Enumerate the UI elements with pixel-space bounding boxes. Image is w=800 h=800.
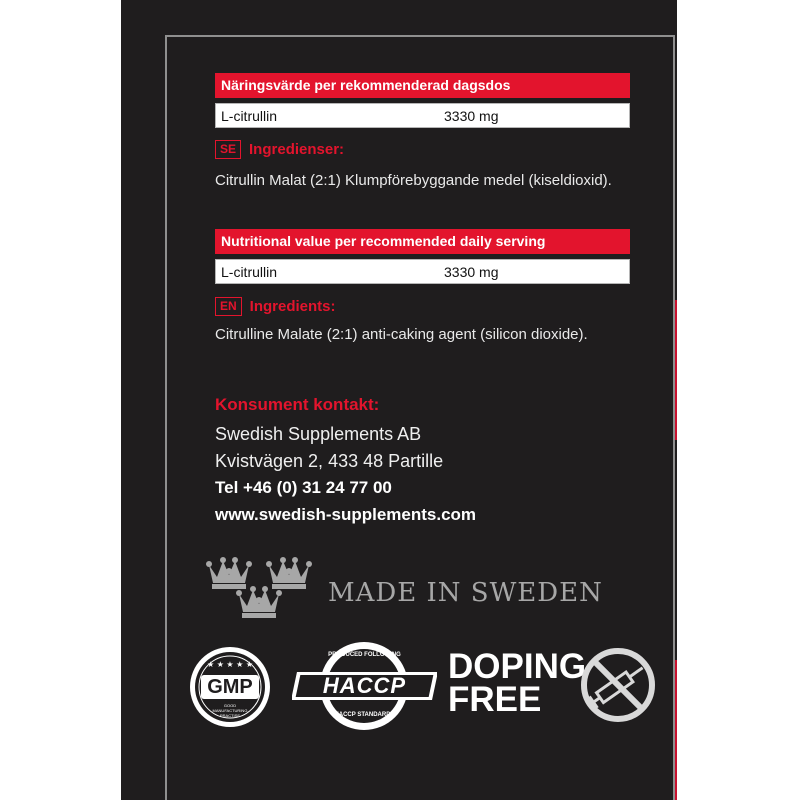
free-text: FREE (448, 680, 542, 719)
no-syringe-icon (578, 645, 660, 727)
haccp-bottom-text: HACCP STANDARDS (334, 712, 395, 718)
ingredients-heading-en (215, 295, 336, 317)
made-in-sweden-text: MADE IN SWEDEN (328, 578, 603, 608)
haccp-top-text: PRODUCED FOLLOWING (328, 652, 401, 658)
nutrient-name: L-citrullin (221, 108, 278, 124)
nutrition-table-header-en: Nutritional value per recommended daily serving (215, 229, 630, 254)
language-code-badge: SE (215, 140, 241, 159)
gmp-subtext: GOOD MANUFACTURING PRACTISE (212, 703, 248, 718)
doping-text: DOPING (448, 647, 587, 686)
edge-accent (675, 300, 677, 440)
haccp-text: HACCP (322, 673, 407, 698)
contact-title: Konsument kontakt: (215, 395, 380, 414)
ingredients-title: Ingredients: (249, 297, 336, 315)
ingredients-heading-sv (215, 138, 344, 160)
company-address: Kvistvägen 2, 433 48 Partille (215, 451, 444, 471)
nutrition-table-header-sv: Näringsvärde per rekommenderad dagsdos (215, 73, 630, 98)
ingredients-title: Ingredienser: (249, 140, 345, 158)
edge-accent (675, 660, 677, 800)
nutrient-value: 3330 mg (444, 108, 499, 124)
website-link[interactable]: www.swedish-supplements.com (215, 505, 477, 524)
svg-text:★ ★ ★ ★ ★: ★ ★ ★ ★ ★ (206, 660, 254, 669)
company-name: Swedish Supplements AB (215, 424, 422, 444)
phone-number: Tel +46 (0) 31 24 77 00 (215, 478, 392, 497)
ingredients-text-en: Citrulline Malate (2:1) anti-caking agent (silicon dioxide). (215, 326, 588, 343)
ingredients-text-sv: Citrullin Malat (2:1) Klumpförebyggande medel (kiseldioxid). (215, 172, 612, 189)
nutrition-row-sv (215, 103, 630, 128)
nutrient-value: 3330 mg (444, 264, 499, 280)
haccp-badge (292, 640, 437, 732)
nutrition-row-en (215, 259, 630, 284)
three-crowns-icon (205, 555, 320, 621)
gmp-text: GMP (207, 676, 253, 698)
nutrient-name: L-citrullin (221, 264, 278, 280)
language-code-badge: EN (215, 297, 242, 316)
gmp-badge (188, 645, 272, 729)
